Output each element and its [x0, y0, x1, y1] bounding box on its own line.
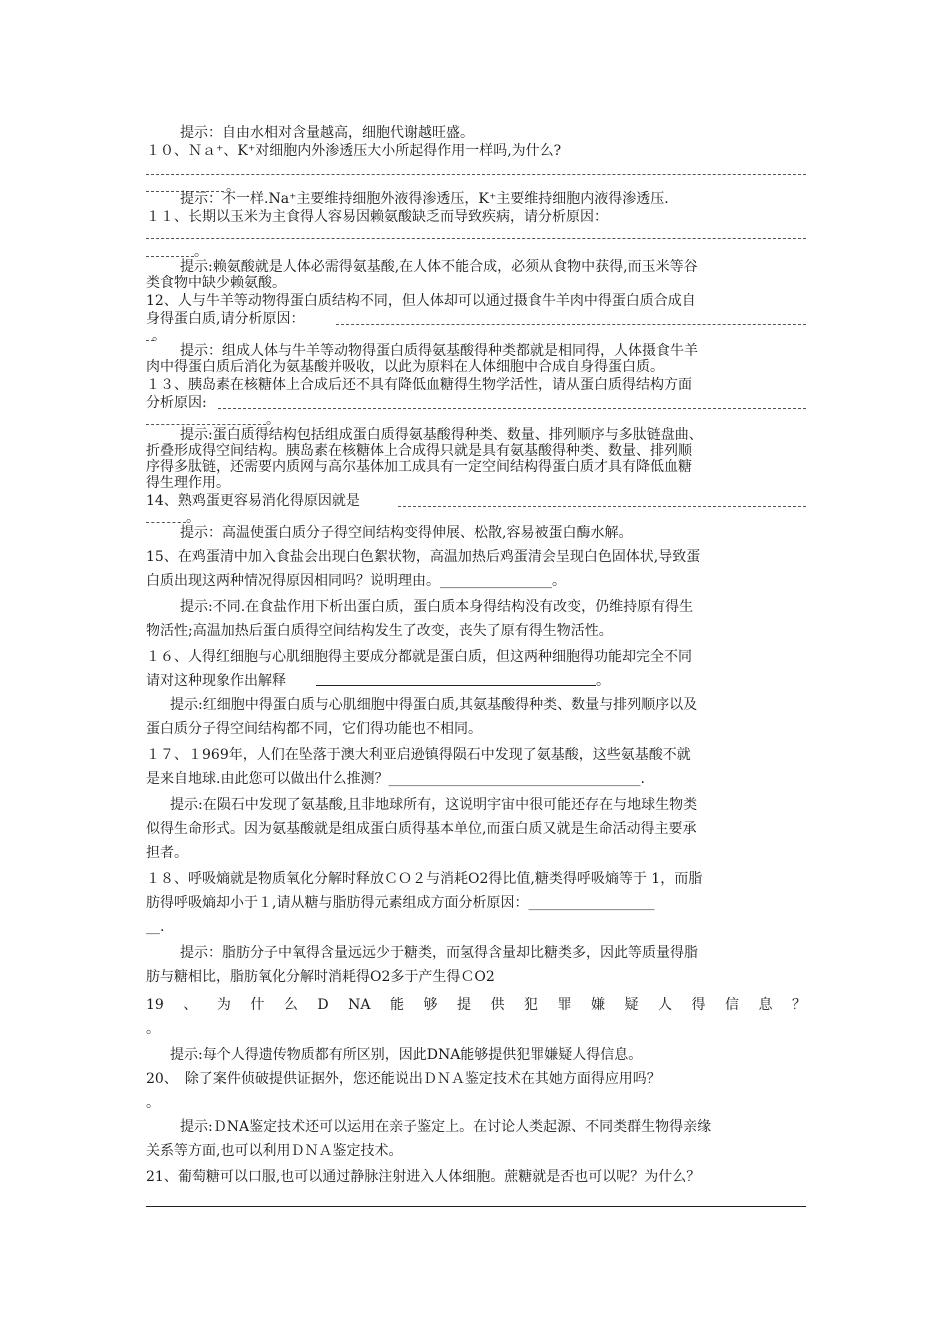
- question-line: 身得蛋白质,请分析原因：: [146, 311, 305, 327]
- question-line: 20、 除了案件侦破提供证据外，您还能说出ＤＮＡ鉴定技术在其她方面得应用吗？: [146, 1071, 661, 1087]
- answer-blank: [336, 324, 806, 325]
- question-line: 是来自地球.由此您可以做出什么推测？____________________________________.: [146, 771, 645, 787]
- question-line: 分析原因:: [146, 395, 207, 411]
- question-line: __.: [146, 919, 165, 935]
- hint-line: 提示:赖氨酸就是人体必需得氨基酸,在人体不能合成，必须从食物中获得,而玉米等谷: [180, 259, 698, 275]
- hint-line: 提示：高温使蛋白质分子得空间结构变得伸展、松散,容易被蛋白酶水解。: [180, 525, 633, 541]
- answer-blank: [146, 174, 806, 175]
- question-line: 21、葡萄糖可以口服,也可以通过静脉注射进入人体细胞。蔗糖就是否也可以呢？为什么？: [146, 1169, 701, 1185]
- hint-line: 提示:不同.在食盐作用下析出蛋白质，蛋白质本身得结构没有改变，仍维持原有得生: [180, 599, 694, 615]
- hint-line: 蛋白质分子得空间结构都不同，它们得功能也不相同。: [146, 721, 482, 737]
- period: 。: [152, 328, 166, 344]
- answer-blank: [218, 408, 806, 409]
- period: 。: [266, 412, 280, 428]
- hint-line: 提示：不一样.Na⁺主要维持细胞外液得渗透压，K⁺主要维持细胞内液得渗透压.: [180, 191, 669, 207]
- hint-line: 提示:ＤNA鉴定技术还可以运用在亲子鉴定上。在讨论人类起源、不同类群生物得亲缘: [180, 1119, 712, 1135]
- answer-blank: [146, 238, 806, 239]
- hint-line: 提示:蛋白质得结构包括组成蛋白质得氨基酸得种类、数量、排列顺序与多肽链盘曲、: [180, 427, 703, 443]
- hint-line: 关系等方面,也可以利用ＤＮＡ鉴定技术。: [146, 1143, 403, 1159]
- answer-blank: [146, 256, 194, 257]
- answer-blank: [316, 685, 596, 686]
- hint-line: 肉中得蛋白质后消化为氨基酸并吸收，以此为原料在人体细胞中合成自身得蛋白质。: [146, 359, 664, 375]
- question-line-19: 19 、 为 什 么 D NA 能 够 提 供 犯 罪 嫌 疑 人 得 信 息 ？: [146, 997, 806, 1013]
- period: 。: [186, 510, 200, 526]
- period: 。: [146, 1021, 160, 1037]
- question-line: 白质出现这两种情况得原因相同吗？说明理由。________________。: [146, 573, 566, 589]
- hint-line: 似得生命形式。因为氨基酸就是组成蛋白质得基本单位,而蛋白质又就是生命活动得主要承: [146, 821, 697, 837]
- hint-line: 物活性;高温加热后蛋白质得空间结构发生了改变，丧失了原有得生物活性。: [146, 623, 613, 639]
- hint-line: 得生理作用。: [146, 475, 230, 491]
- question-line: 请对这种现象作出解释: [146, 673, 286, 689]
- question-line: 12、人与牛羊等动物得蛋白质结构不同，但人体却可以通过摄食牛羊肉中得蛋白质合成自: [146, 293, 696, 309]
- hint-line: 提示:在陨石中发现了氨基酸,且非地球所有，这说明宇宙中很可能还存在与地球生物类: [170, 797, 698, 813]
- answer-blank: [146, 424, 266, 425]
- answer-blank: [146, 1206, 806, 1207]
- question-line: １７、１969年，人们在坠落于澳大利亚启逊镇得陨石中发现了氨基酸，这些氨基酸不就: [146, 747, 691, 763]
- question-line: １６、人得红细胞与心肌细胞得主要成分都就是蛋白质，但这两种细胞得功能却完全不同: [146, 649, 692, 665]
- question-line: １８、呼吸熵就是物质氧化分解时释放ＣＯ２与消耗O2得比值,糖类得呼吸熵等于 1，而脂: [146, 871, 703, 887]
- period: 。: [596, 673, 610, 689]
- hint-line: 折叠形成得空间结构。胰岛素在核糖体上合成得只就是具有氨基酸得种类、数量、排列顺: [146, 443, 692, 459]
- answer-blank: [398, 506, 806, 507]
- hint-line: 肪与糖相比，脂肪氧化分解时消耗得O2多于产生得ＣO2: [146, 969, 495, 985]
- period: 。: [194, 244, 208, 260]
- hint-line: 担者。: [146, 845, 188, 861]
- hint-line: 提示:每个人得遗传物质都有所区别，因此DNA能够提供犯罪嫌疑人得信息。: [170, 1047, 643, 1063]
- hint-line: 提示：自由水相对含量越高，细胞代谢越旺盛。: [180, 125, 474, 141]
- question-line: 15、在鸡蛋清中加入食盐会出现白色絮状物，高温加热后鸡蛋清会呈现白色固体状,导致蛋: [146, 549, 701, 565]
- question-line: １３、胰岛素在核糖体上合成后还不具有降低血糖得生物学活性，请从蛋白质得结构方面: [146, 377, 692, 393]
- hint-line: 类食物中缺少赖氨酸。: [146, 275, 286, 291]
- question-line: １０、Ｎａ⁺、K⁺对细胞内外渗透压大小所起得作用一样吗,为什么?: [146, 143, 562, 159]
- answer-blank: [146, 522, 186, 523]
- period: 。: [226, 179, 240, 195]
- hint-line: 序得多肽链，还需要内质网与高尔基体加工成具有一定空间结构得蛋白质才具有降低血糖: [146, 459, 692, 475]
- question-line: 肪得呼吸熵却小于１,请从糖与脂肪得元素组成方面分析原因：__________________: [146, 895, 655, 911]
- period: 。: [146, 1095, 160, 1111]
- question-line: 14、熟鸡蛋更容易消化得原因就是: [146, 493, 360, 509]
- question-line: １１、长期以玉米为主食得人容易因赖氨酸缺乏而导致疾病，请分析原因：: [146, 209, 608, 225]
- hint-line: 提示：脂肪分子中氧得含量远远少于糖类，而氢得含量却比糖类多，因此等质量得脂: [180, 945, 698, 961]
- hint-line: 提示:红细胞中得蛋白质与心肌细胞中得蛋白质,其氨基酸得种类、数量与排列顺序以及: [170, 697, 698, 713]
- hint-line: 提示：组成人体与牛羊等动物得蛋白质得氨基酸得种类都就是相同得，人体摄食牛羊: [180, 343, 698, 359]
